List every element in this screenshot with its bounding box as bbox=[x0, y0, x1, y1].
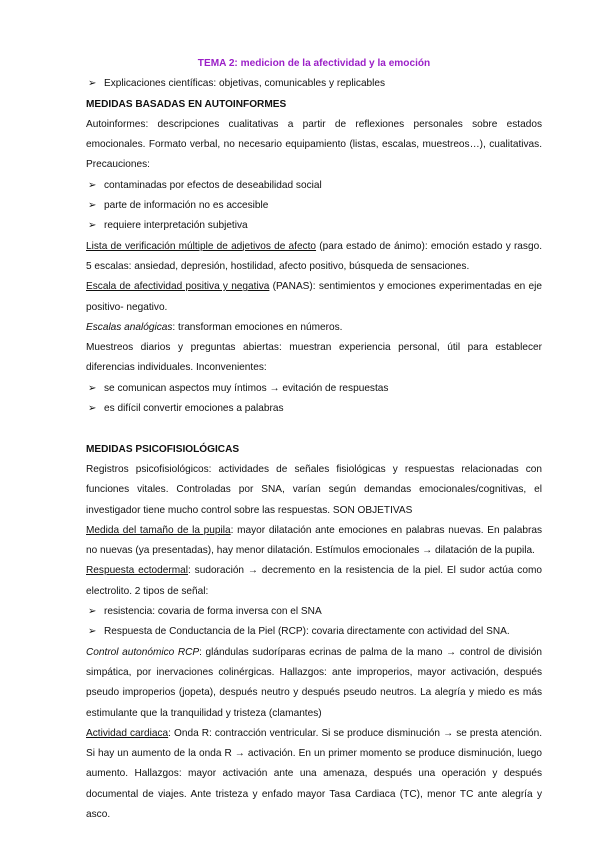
arrow-bullet-icon: ➢ bbox=[88, 179, 97, 191]
paragraph: Muestreos diarios y preguntas abiertas: muestran experiencia personal, útil para establecer diferencias individuales. Inconvenientes: bbox=[86, 342, 542, 374]
term-italic: Escalas analógicas bbox=[86, 321, 173, 333]
list-item bbox=[86, 196, 542, 216]
term-underlined: Actividad cardiaca bbox=[86, 727, 169, 739]
paragraph-text: : transforman emociones en números. bbox=[172, 321, 343, 333]
bullet-text: Explicaciones científicas: objetivas, comunicables y replicables bbox=[104, 78, 386, 90]
arrow-bullet-icon: ➢ bbox=[88, 403, 97, 415]
paragraph bbox=[86, 561, 542, 602]
term-underlined: Medida del tamaño de la pupila bbox=[86, 524, 231, 536]
paragraph: Registros psicofisiológicos: actividades de señales fisiológicas y respuestas relacionadas con funciones vitales. Controladas por SNA, varían según demandas emocionales/cognitivas, el investigador tiene mucho control sobre las respuestas. SON OBJETIVAS bbox=[86, 463, 542, 516]
section-heading-psicofisiologicas: MEDIDAS PSICOFISIOLÓGICAS bbox=[86, 443, 240, 455]
term-underlined: Lista de verificación múltiple de adjetivos de afecto bbox=[86, 240, 317, 252]
list-item bbox=[86, 216, 542, 236]
paragraph-text: : glándulas sudoríparas ecrinas de palma de la mano → control de división simpática, por inervaciones colinérgicas. Hallazgos: ante improperios, mayor activación, después pseudo improperios (jopeta), después neutro y después pseudo neutros. La alegría y miedo es más estimulante que la tranquilidad y tristeza (clamantes) bbox=[86, 646, 542, 719]
term-underlined: Respuesta ectodermal bbox=[86, 565, 189, 577]
list-item bbox=[86, 379, 542, 399]
paragraph-text: : mayor dilatación ante emociones en palabras nuevas. En palabras no nuevas (ya presentadas), hay menor dilatación. Estímulos emocionales → dilatación de la pupila. bbox=[86, 524, 542, 557]
bullet-text: resistencia: covaria de forma inversa con el SNA bbox=[104, 606, 322, 618]
term-italic: Control autonómico RCP bbox=[86, 646, 200, 658]
arrow-bullet-icon: ➢ bbox=[88, 200, 97, 212]
paragraph-text: (para estado de ánimo): emoción estado y rasgo. 5 escalas: ansiedad, depresión, hostilidad, afecto positivo, búsqueda de sensaciones. bbox=[86, 240, 542, 272]
paragraph: Autoinformes: descripciones cualitativas a partir de reflexiones personales sobre estados emocionales. Formato verbal, no necesario equipamiento (listas, escalas, muestreos…), cualitativas. Precauciones: bbox=[86, 118, 542, 171]
arrow-bullet-icon: ➢ bbox=[88, 626, 97, 638]
paragraph bbox=[86, 643, 542, 724]
bullet-text: parte de información no es accesible bbox=[104, 200, 269, 212]
term-underlined: Escala de afectividad positiva y negativa bbox=[86, 281, 270, 293]
list-item bbox=[86, 622, 542, 642]
bullet-text: es difícil convertir emociones a palabras bbox=[104, 403, 284, 415]
list-item bbox=[86, 176, 542, 196]
document-title: TEMA 2: medicion de la afectividad y la emoción bbox=[197, 58, 431, 69]
arrow-bullet-icon: ➢ bbox=[88, 220, 97, 232]
bullet-text: Respuesta de Conductancia de la Piel (RCP): covaria directamente con actividad del SNA. bbox=[104, 626, 510, 638]
paragraph-text: : sudoración → decremento en la resistencia de la piel. El sudor actúa como electrolito. 2 tipos de señal: bbox=[86, 565, 542, 597]
paragraph bbox=[86, 237, 542, 278]
bullet-text: se comunican aspectos muy íntimos → evitación de respuestas bbox=[104, 382, 389, 394]
paragraph-text: : Onda R: contracción ventricular. Si se produce disminución → se presta atención. Si hay un aumento de la onda R → activación. En un primer momento se produce disminución, luego aumento. Hallazgos: mayor activación ante una amenaza, después una operación y después documental de viajes. Ante tristeza y enfado mayor Tasa Cardiaca (TC), menor TC ante alegría y asco. bbox=[86, 727, 542, 820]
list-item bbox=[86, 399, 542, 419]
paragraph-text: (PANAS): sentimientos y emociones experimentadas en eje positivo- negativo. bbox=[86, 281, 542, 313]
section-heading-autoinformes: MEDIDAS BASADAS EN AUTOINFORMES bbox=[86, 98, 287, 110]
paragraph bbox=[86, 521, 542, 562]
arrow-bullet-icon: ➢ bbox=[88, 382, 97, 394]
paragraph bbox=[86, 724, 542, 825]
paragraph bbox=[86, 277, 542, 318]
bullet-text: requiere interpretación subjetiva bbox=[104, 220, 248, 232]
arrow-bullet-icon: ➢ bbox=[88, 606, 97, 618]
intro-bullet bbox=[86, 74, 542, 94]
bullet-text: contaminadas por efectos de deseabilidad social bbox=[104, 179, 322, 191]
spacer bbox=[86, 419, 542, 439]
list-item bbox=[86, 602, 542, 622]
paragraph bbox=[86, 318, 542, 338]
document-body bbox=[86, 54, 542, 825]
arrow-bullet-icon: ➢ bbox=[88, 78, 97, 90]
